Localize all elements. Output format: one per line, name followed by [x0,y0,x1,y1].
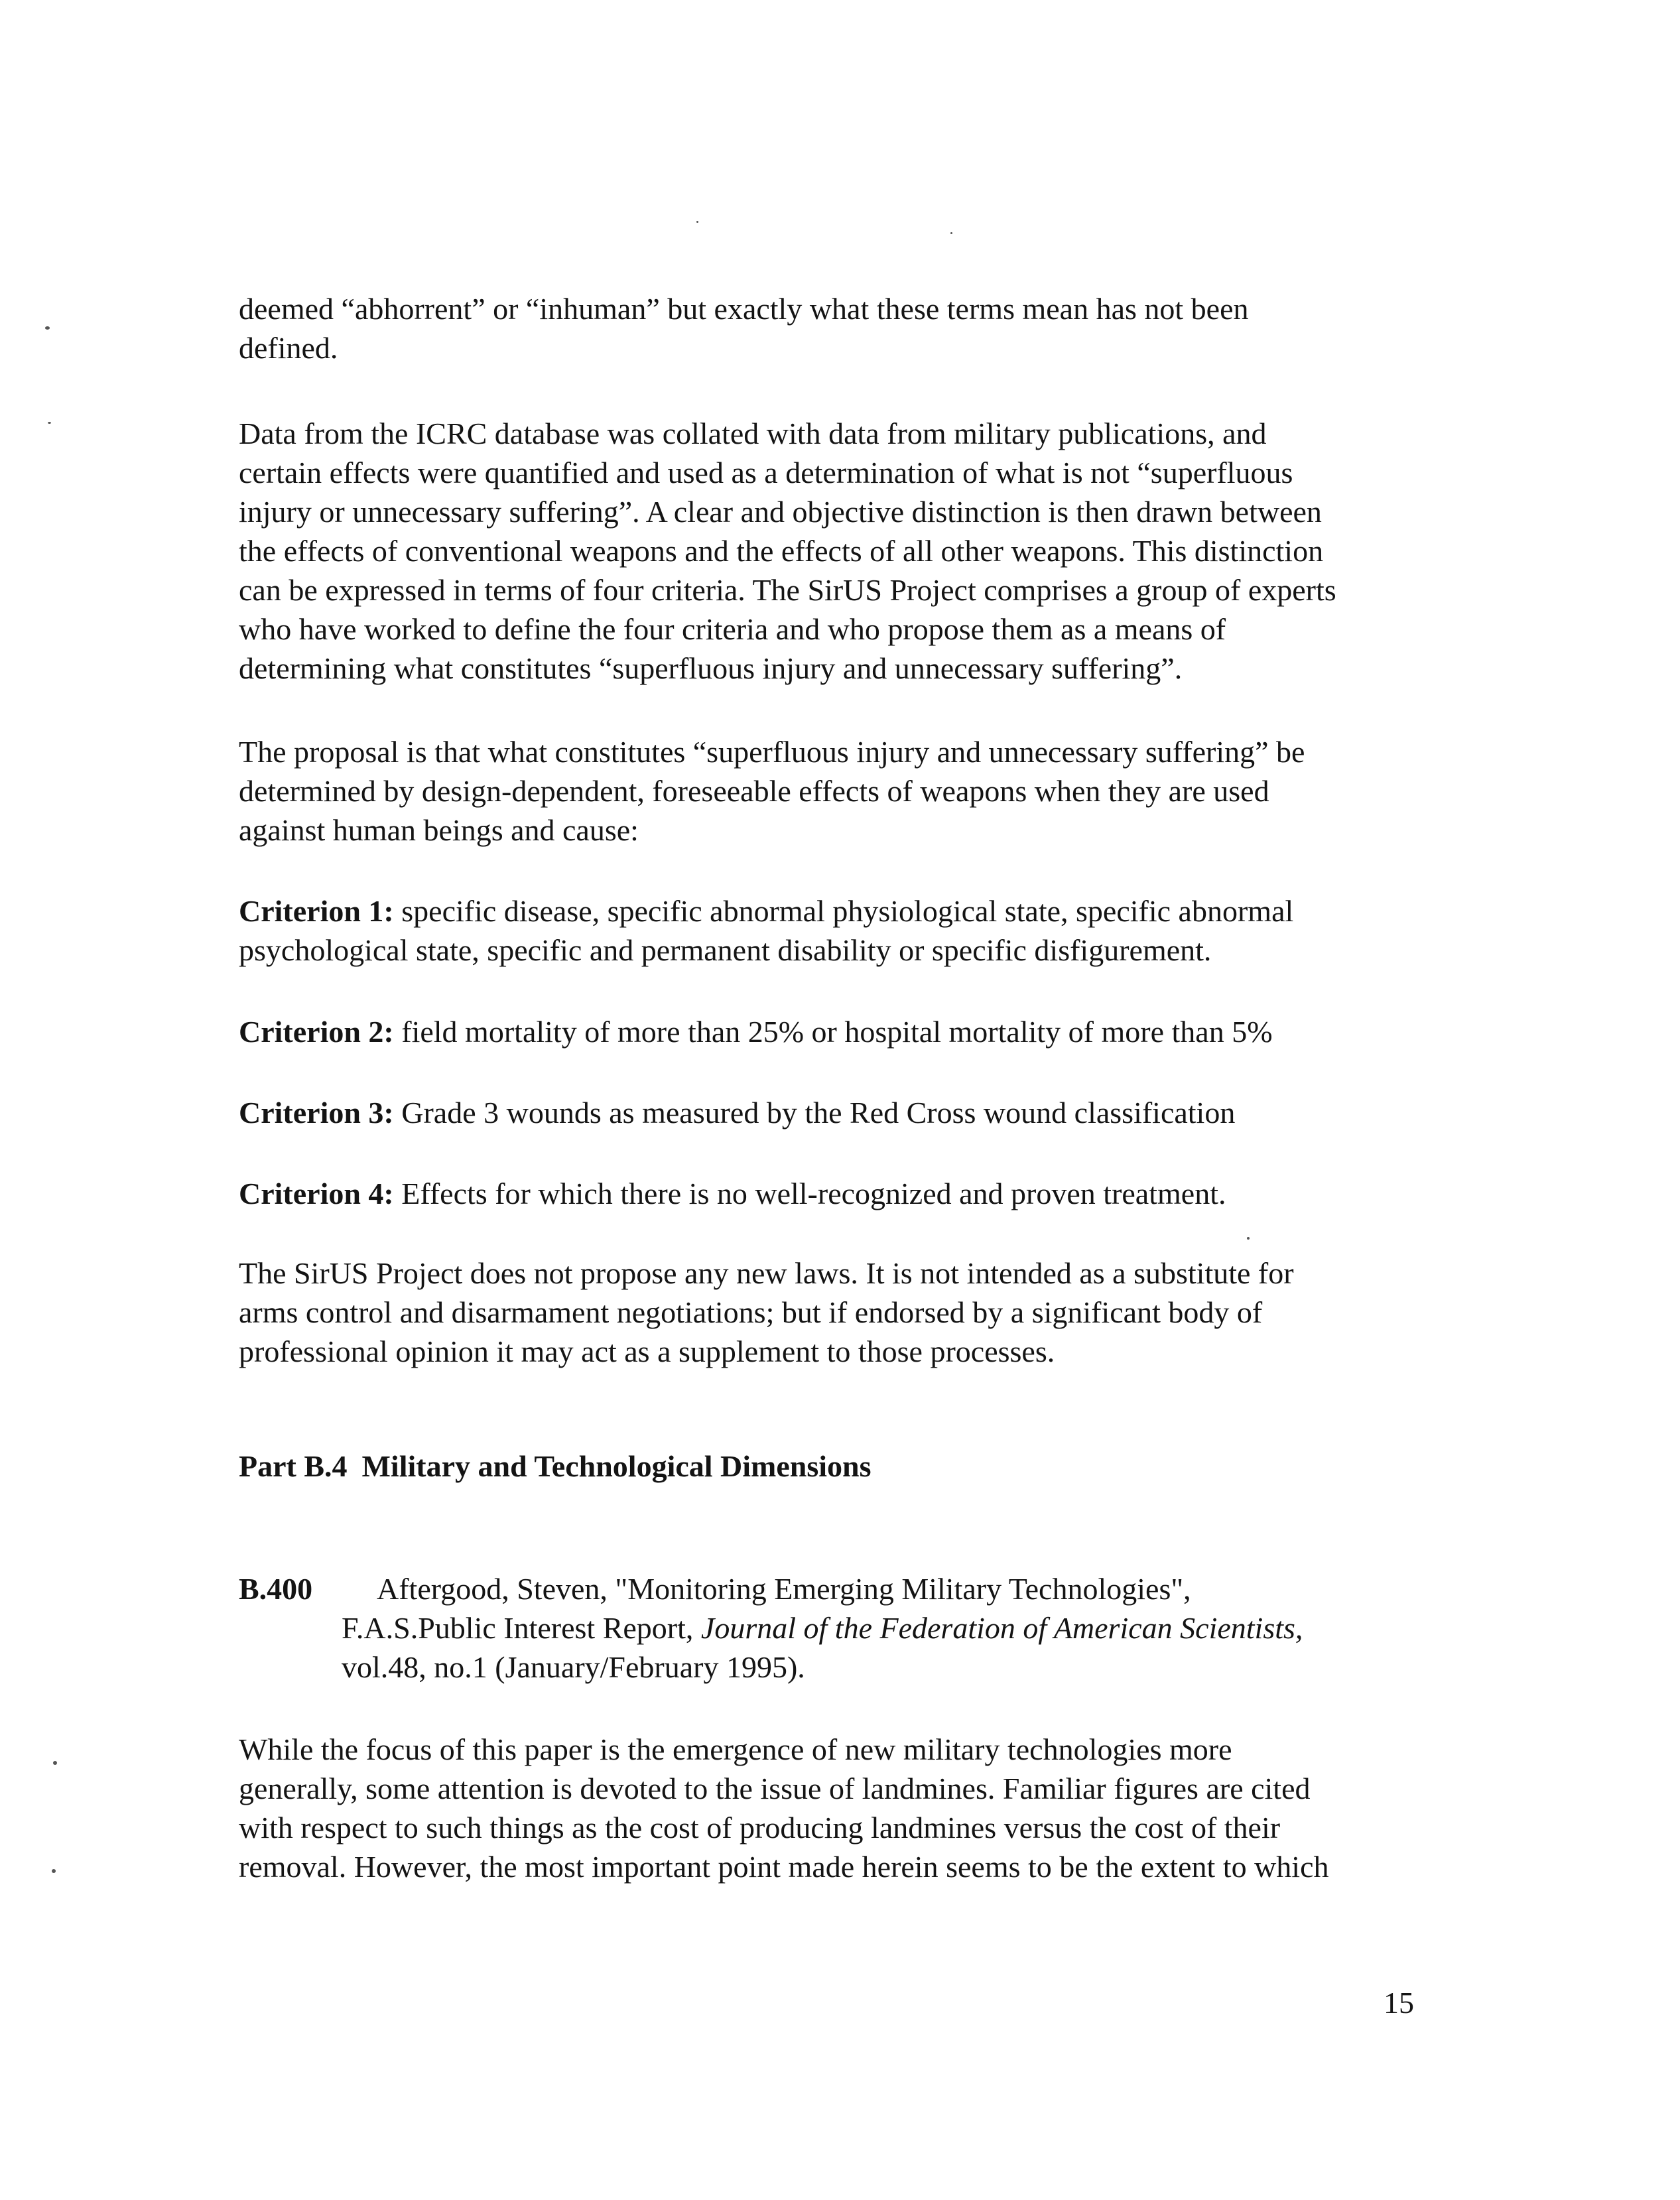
criterion-label: Criterion 4: [239,1177,394,1210]
paragraph-2 [239,414,1446,688]
paragraph-3 [239,732,1446,850]
criterion-text: specific disease, specific abnormal physiological state, specific abnormal [393,894,1294,928]
criterion-text: Effects for which there is no well-recognized and proven treatment. [393,1177,1226,1210]
reference-line-1: Aftergood, Steven, "Monitoring Emerging Military Technologies", [377,1572,1191,1606]
criterion-line [239,1012,1446,1051]
text-line: deemed “abhorrent” or “inhuman” but exactly what these terms mean has not been [239,292,1249,326]
section-heading [239,1449,872,1484]
criterion-line [239,891,1446,931]
paragraph-5 [239,1730,1446,1886]
text-line: defined. [239,331,338,365]
text-line: The SirUS Project does not propose any new laws. It is not intended as a substitute for [239,1256,1294,1290]
criterion-text: Grade 3 wounds as measured by the Red Cross wound classification [393,1096,1236,1130]
scan-speck [53,1761,57,1765]
text-line: The proposal is that what constitutes “superfluous injury and unnecessary suffering” be [239,735,1305,769]
criterion-4 [239,1174,1446,1213]
criterion-continuation: psychological state, specific and permanent disability or specific disfigurement. [239,933,1212,967]
text-line: who have worked to define the four criteria and who propose them as a means of [239,612,1226,646]
text-line: with respect to such things as the cost of producing landmines versus the cost of their [239,1811,1281,1844]
reference-line-3: vol.48, no.1 (January/February 1995). [342,1650,805,1684]
criterion-line [239,1174,1446,1213]
page-number: 15 [1384,1986,1414,2020]
text-line: against human beings and cause: [239,813,639,847]
section-number: Part B.4 [239,1449,348,1483]
text-line: While the focus of this paper is the emergence of new military technologies more [239,1732,1232,1766]
reference-journal: Journal of the Federation of American Scientists, [700,1611,1303,1645]
text-line: determining what constitutes “superfluous injury and unnecessary suffering”. [239,651,1183,685]
section-title: Military and Technological Dimensions [361,1449,872,1483]
scan-speck [45,326,50,330]
text-line: professional opinion it may act as a supplement to those processes. [239,1334,1055,1368]
criterion-label: Criterion 2: [239,1015,394,1049]
text-line: determined by design-dependent, foreseeable effects of weapons when they are used [239,774,1269,808]
criterion-3 [239,1093,1446,1132]
text-line: certain effects were quantified and used as a determination of what is not “superfluous [239,456,1293,489]
paragraph-1 [239,289,1446,367]
scan-speck [48,422,51,424]
criterion-1 [239,891,1446,970]
text-line: injury or unnecessary suffering”. A clear and objective distinction is then drawn between [239,495,1322,529]
text-line: the effects of conventional weapons and the effects of all other weapons. This distinction [239,534,1324,568]
paragraph-4 [239,1254,1446,1371]
scan-speck [52,1869,56,1873]
reference-publisher: F.A.S.Public Interest Report, [342,1611,701,1645]
criterion-label: Criterion 3: [239,1096,394,1130]
text-line: removal. However, the most important point made herein seems to be the extent to which [239,1850,1329,1884]
scan-speck [696,221,698,223]
scan-speck [950,232,952,234]
criterion-label: Criterion 1: [239,894,394,928]
text-line: Data from the ICRC database was collated with data from military publications, and [239,417,1267,450]
scan-speck [1247,1237,1250,1240]
text-line: generally, some attention is devoted to the issue of landmines. Familiar figures are cited [239,1772,1311,1805]
criterion-2 [239,1012,1446,1051]
reference-id: B.400 [239,1572,313,1606]
criterion-text: field mortality of more than 25% or hospital mortality of more than 5% [393,1015,1273,1049]
reference-line-2 [342,1608,1303,1648]
text-line: arms control and disarmament negotiations; but if endorsed by a significant body of [239,1295,1263,1329]
text-line: can be expressed in terms of four criteria. The SirUS Project comprises a group of experts [239,573,1336,607]
criterion-line [239,1093,1446,1132]
